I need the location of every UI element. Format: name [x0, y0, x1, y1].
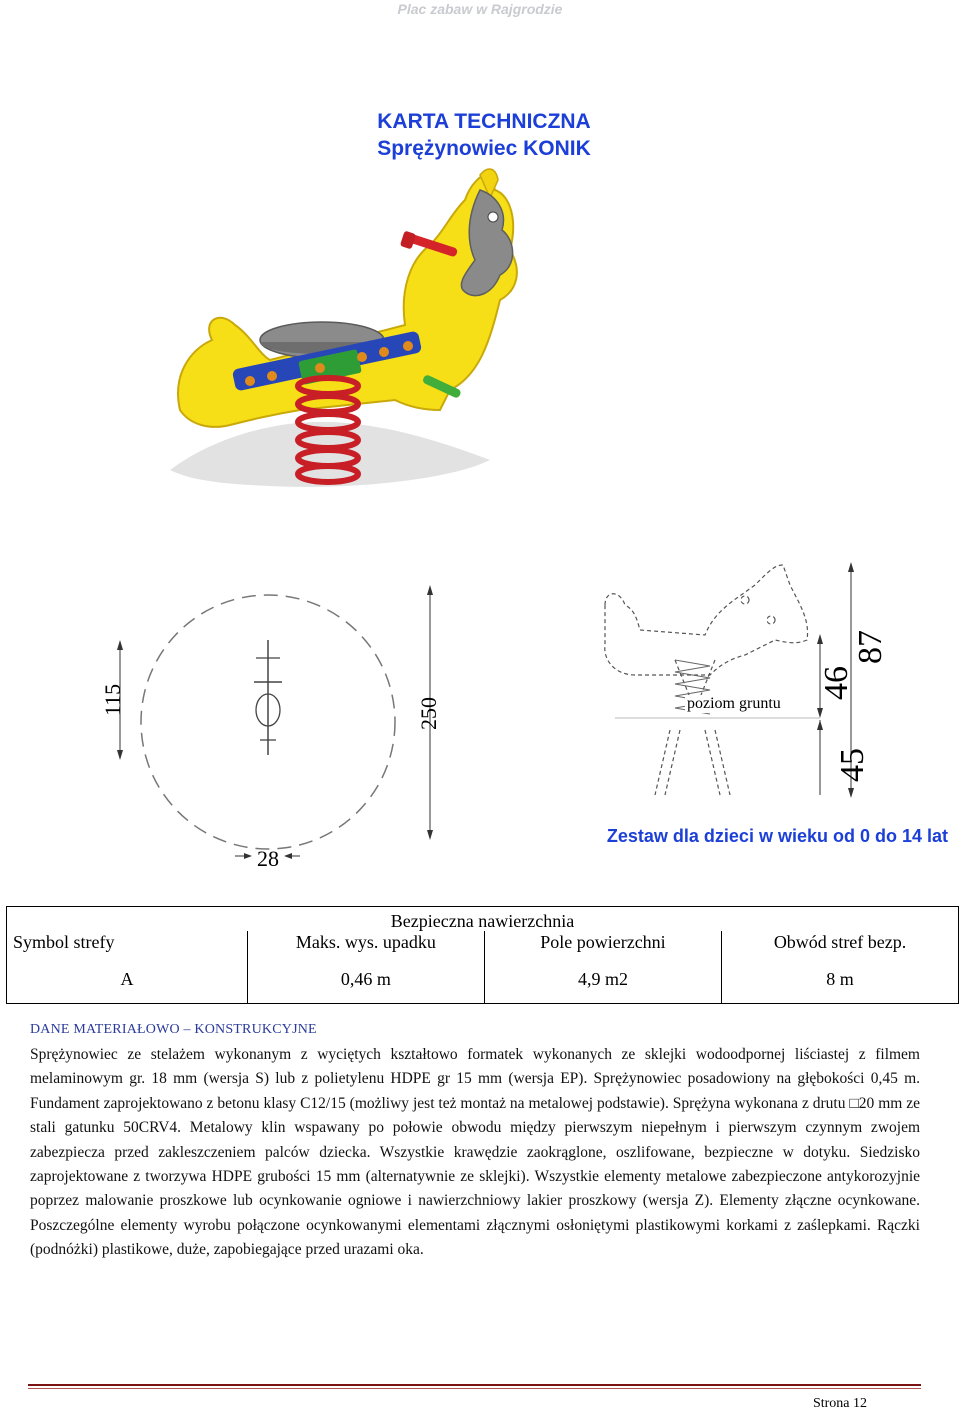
- value-max-fall-height: 0,46 m: [247, 955, 484, 1004]
- dim-below-ground: 45: [834, 748, 871, 782]
- table-caption: Bezpieczna nawierzchnia: [7, 907, 959, 932]
- material-description: Sprężynowiec ze stelażem wykonanym z wyciętych kształtowo formatek wykonanych ze sklejki wodoodpornej liściastej z filmem melaminowym gr. 18 mm (wersja S) lub z polietylenu HDPE gr 15 mm (wersja EP). Sprężynowiec posadowiony na głębokości 0,45 m. Fundament zaprojektowano z betonu klasy C12/15 (możliwy jest też montaż na metalowej podstawie). Sprężyna wykonana z drutu □20 mm ze stali gatunku 50CRV4. Metalowy klin wspawany po połowie obwodu między pierwszym niepełnym i pierwszym czynnym zwojem zabezpiecza przed zakleszczeniem palców dziecka. Wszystkie krawędzie zaokrąglone, oszlifowane, bezpieczne w dotyku. Siedzisko zaprojektowane z tworzywa HDPE grubości 15 mm (alternatywnie ze sklejki). Wszystkie elementy metalowe zabezpieczone antykorozyjnie poprzez malowanie proszkowe lub ocynkowanie ogniowe i nawierzchniowy lakier proszkowy (wersja Z). Elementy złączne ocynkowane. Poszczególne elementy wyrobu połączone ocynkowanymi elementami złącznymi osłoniętymi plastikowymi korkami z zaślepkami. Rączki (podnóżki) plastikowe, duże, zapobiegające przed urazami oka.: [30, 1046, 920, 1259]
- plan-view-drawing: [90, 570, 460, 880]
- footer-rule: [28, 1384, 921, 1386]
- dim-diameter: 250: [416, 697, 441, 730]
- site-name-header: Plac zabaw w Rajgrodzie: [397, 1, 563, 17]
- header-area: Pole powierzchni: [484, 931, 721, 955]
- header-zone-symbol: Symbol strefy: [7, 931, 248, 955]
- product-name: Sprężynowiec KONIK: [377, 137, 591, 160]
- dim-total-height: 87: [852, 630, 889, 664]
- header-zone-perimeter: Obwód stref bezp.: [722, 931, 959, 955]
- ground-level-label: poziom gruntu: [687, 695, 781, 712]
- dim-above-ground: 46: [818, 666, 855, 700]
- value-zone-perimeter: 8 m: [722, 955, 959, 1004]
- dim-height-plan: 115: [100, 683, 125, 716]
- value-zone-symbol: A: [7, 955, 248, 1004]
- age-range-label: Zestaw dla dzieci w wieku od 0 do 14 lat: [606, 826, 948, 846]
- section-heading: DANE MATERIAŁOWO – KONSTRUKCYJNE: [30, 1022, 317, 1037]
- safety-surface-table: [6, 906, 959, 1004]
- value-area: 4,9 m2: [484, 955, 721, 1004]
- page-number: Strona 12: [812, 1396, 867, 1411]
- document-title: KARTA TECHNICZNA: [377, 110, 591, 133]
- header-max-fall-height: Maks. wys. upadku: [247, 931, 484, 955]
- footer-rule-thin: [28, 1388, 921, 1389]
- product-illustration: [150, 160, 570, 500]
- dim-width: 28: [257, 846, 279, 871]
